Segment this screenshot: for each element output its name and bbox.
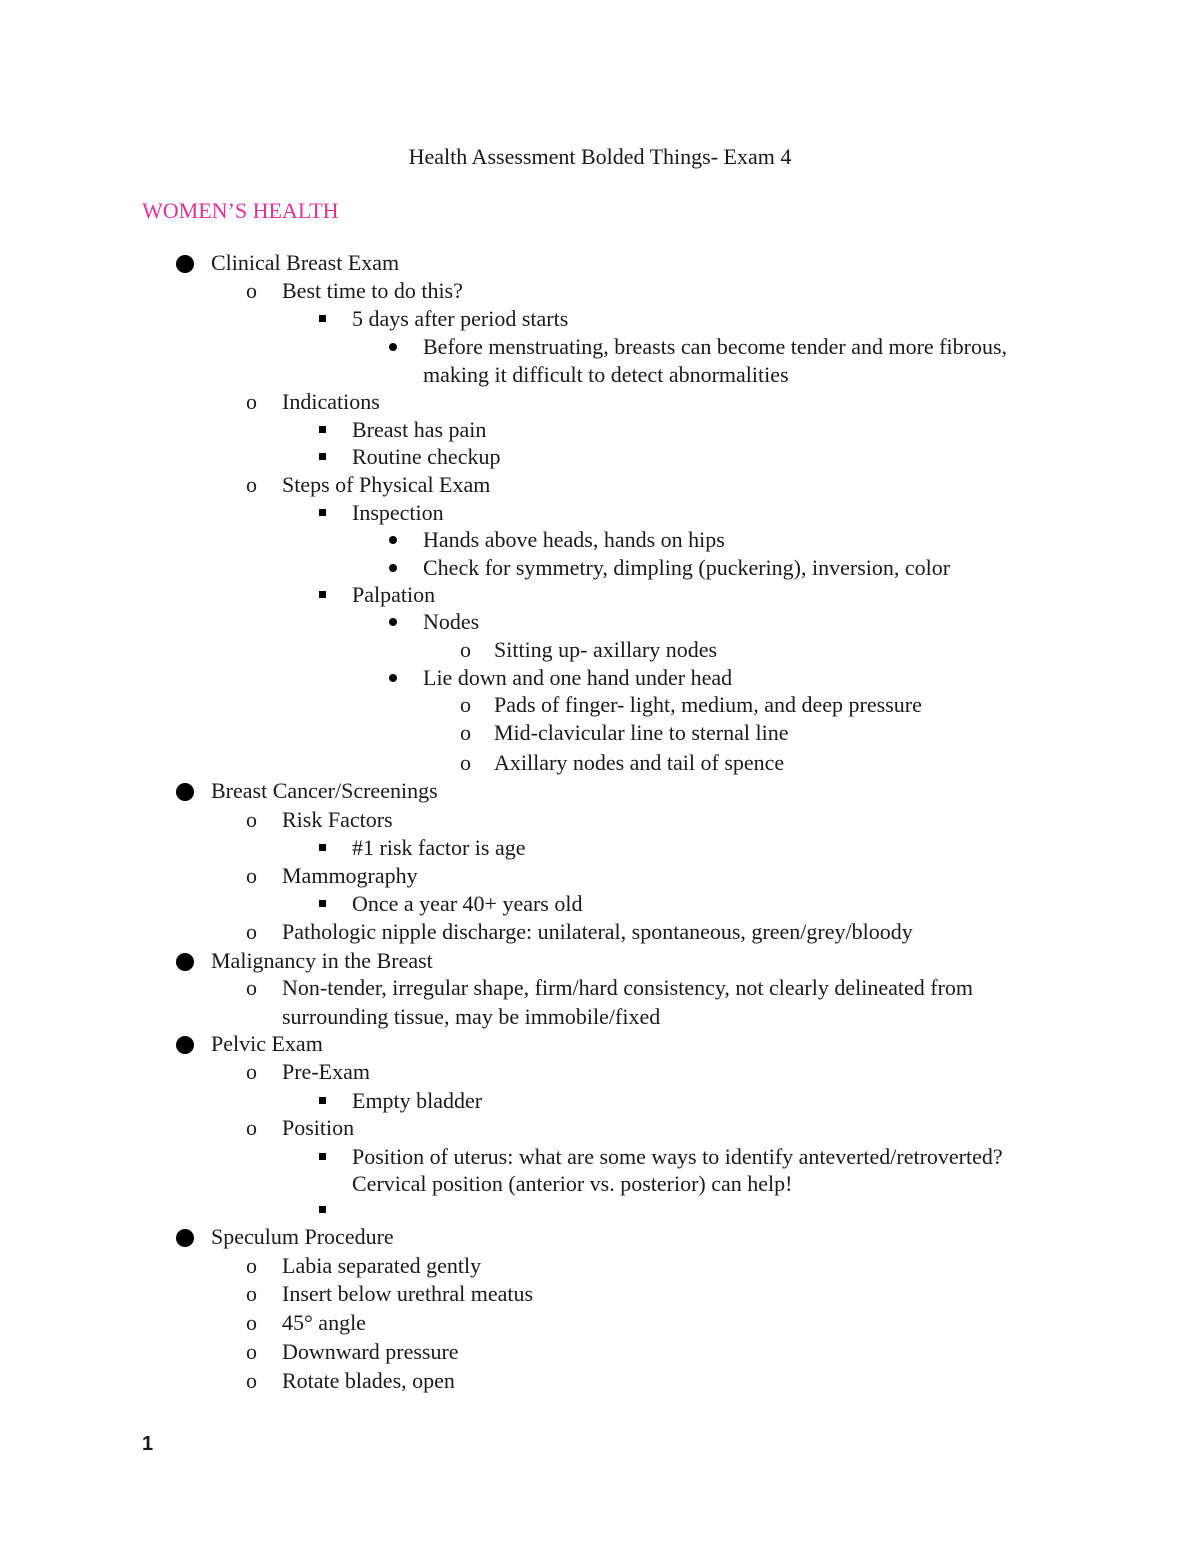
bullet-dot-small-icon [389, 618, 397, 626]
bullet-circle-icon: o [246, 278, 257, 303]
outline-item-level-1: Clinical Breast Exam [211, 250, 400, 275]
outline-item-level-5: Mid-clavicular line to sternal line [494, 720, 789, 745]
outline-item-level-1: Pelvic Exam [211, 1031, 323, 1056]
bullet-circle-icon: o [460, 750, 471, 775]
bullet-square-icon [319, 509, 326, 516]
bullet-square-icon [319, 900, 326, 907]
outline-item-level-4: Lie down and one hand under head [423, 665, 733, 690]
outline-item-level-3: Routine checkup [352, 444, 501, 469]
bullet-circle-icon: o [246, 1115, 257, 1140]
outline-item-level-5: Pads of finger- light, medium, and deep pressure [494, 692, 922, 717]
outline-item-level-2: Position [282, 1115, 355, 1140]
outline-item-level-5: Sitting up- axillary nodes [494, 637, 718, 662]
bullet-square-icon [319, 453, 326, 460]
bullet-square-icon [319, 426, 326, 433]
bullet-square-icon [319, 591, 326, 598]
bullet-dot-icon [176, 783, 194, 801]
bullet-square-icon [319, 844, 326, 851]
bullet-circle-icon: o [460, 692, 471, 717]
outline-item-level-3: #1 risk factor is age [352, 835, 526, 860]
outline-item-level-3: Palpation [352, 582, 436, 607]
bullet-dot-small-icon [389, 536, 397, 544]
outline-item-level-4: making it difficult to detect abnormalities [423, 362, 789, 387]
outline-item-level-3: Inspection [352, 500, 444, 525]
bullet-circle-icon: o [246, 389, 257, 414]
outline-item-level-4: Nodes [423, 609, 480, 634]
bullet-dot-small-icon [389, 674, 397, 682]
bullet-dot-icon [176, 255, 194, 273]
outline-item-level-2: Rotate blades, open [282, 1368, 455, 1393]
outline-item-level-2: Non-tender, irregular shape, firm/hard consistency, not clearly delineated from [282, 975, 974, 1000]
bullet-circle-icon: o [246, 1368, 257, 1393]
section-heading: WOMEN’S HEALTH [142, 198, 339, 223]
bullet-circle-icon: o [246, 919, 257, 944]
bullet-circle-icon: o [246, 1059, 257, 1084]
outline-item-level-4: Hands above heads, hands on hips [423, 527, 725, 552]
outline-item-level-2: Mammography [282, 863, 418, 888]
bullet-dot-icon [176, 953, 194, 971]
outline-item-level-2: Indications [282, 389, 380, 414]
outline-item-level-2: Steps of Physical Exam [282, 472, 491, 497]
outline-item-level-4: Before menstruating, breasts can become tender and more fibrous, [423, 334, 1008, 359]
outline-item-level-3: Cervical position (anterior vs. posterior) can help! [352, 1171, 793, 1196]
outline-item-level-1: Breast Cancer/Screenings [211, 778, 438, 803]
bullet-circle-icon: o [460, 637, 471, 662]
outline-item-level-2: 45° angle [282, 1310, 366, 1335]
bullet-dot-small-icon [389, 343, 397, 351]
bullet-dot-small-icon [389, 564, 397, 572]
bullet-circle-icon: o [246, 1253, 257, 1278]
bullet-circle-icon: o [246, 863, 257, 888]
outline-item-level-3: Breast has pain [352, 417, 487, 442]
outline-item-level-3: Once a year 40+ years old [352, 891, 583, 916]
outline-item-level-2: Insert below urethral meatus [282, 1281, 534, 1306]
outline-item-level-5: Axillary nodes and tail of spence [494, 750, 785, 775]
outline-item-level-2: surrounding tissue, may be immobile/fixed [282, 1004, 661, 1029]
outline-item-level-4: Check for symmetry, dimpling (puckering), inversion, color [423, 555, 951, 580]
bullet-circle-icon: o [246, 1310, 257, 1335]
outline-item-level-2: Labia separated gently [282, 1253, 482, 1278]
document-title: Health Assessment Bolded Things- Exam 4 [408, 144, 792, 169]
outline-item-level-2: Risk Factors [282, 807, 393, 832]
bullet-dot-icon [176, 1036, 194, 1054]
outline-item-level-1: Malignancy in the Breast [211, 948, 433, 973]
outline-item-level-3: 5 days after period starts [352, 306, 569, 331]
bullet-circle-icon: o [246, 472, 257, 497]
outline-item-level-1: Speculum Procedure [211, 1224, 394, 1249]
outline-item-level-3: Empty bladder [352, 1088, 483, 1113]
outline-item-level-2: Pre-Exam [282, 1059, 370, 1084]
bullet-square-icon [319, 1206, 326, 1213]
bullet-square-icon [319, 1153, 326, 1160]
outline-item-level-2: Best time to do this? [282, 278, 463, 303]
outline-item-level-2: Downward pressure [282, 1339, 459, 1364]
bullet-circle-icon: o [246, 975, 257, 1000]
bullet-circle-icon: o [460, 720, 471, 745]
bullet-square-icon [319, 1097, 326, 1104]
bullet-circle-icon: o [246, 1339, 257, 1364]
bullet-circle-icon: o [246, 1281, 257, 1306]
bullet-circle-icon: o [246, 807, 257, 832]
page-number: 1 [142, 1433, 154, 1455]
outline-item-level-3: Position of uterus: what are some ways to identify anteverted/retroverted? [352, 1144, 1003, 1169]
outline-item-level-2: Pathologic nipple discharge: unilateral, spontaneous, green/grey/bloody [282, 919, 913, 944]
bullet-dot-icon [176, 1229, 194, 1247]
bullet-square-icon [319, 315, 326, 322]
